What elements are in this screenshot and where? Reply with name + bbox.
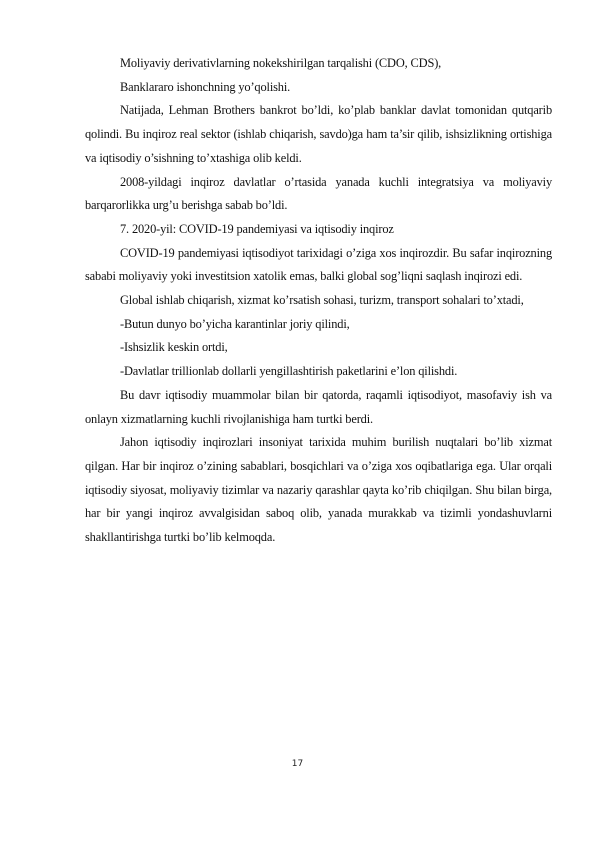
paragraph: COVID-19 pandemiyasi iqtisodiyot tarixidagi o’ziga xos inqirozdir. Bu safar inqirozning sababi moliyaviy yoki investitsion xatolik emas, balki global sog’liqni saqlash inqirozi edi. (85, 245, 552, 284)
paragraph: Bu davr iqtisodiy muammolar bilan bir qatorda, raqamli iqtisodiyot, masofaviy ish va onlayn xizmatlarning kuchli rivojlanishiga ham turtki berdi. (85, 387, 552, 426)
section-heading: 7. 2020-yil: COVID-19 pandemiyasi va iqtisodiy inqiroz (120, 221, 394, 236)
paragraph: Banklararo ishonchning yo’qolishi. (120, 79, 291, 94)
paragraph: Global ishlab chiqarish, xizmat ko’rsatish sohasi, turizm, transport sohalari to’xtadi, (120, 293, 524, 308)
list-item: -Davlatlar trillionlab dollarli yengillashtirish paketlarini e’lon qilishdi. (120, 364, 458, 379)
paragraph: Jahon iqtisodiy inqirozlari insoniyat tarixida muhim burilish nuqtalari bo’lib xizmat qilgan. Har bir inqiroz o’zining sabablari, bosqichlari va o’ziga xos oqibatlariga ega. Ular orqali iqtisodiy siyosat, moliyaviy tizimlar va nazariy qarashlar qayta ko’rib chiqilgan. Shu bilan birga, har bir yangi inqiroz avvalgisidan saboq olib, yanada murakkab va tizimli yondashuvlarni shakllantirishga turtki bo’lib kelmoqda. (85, 435, 552, 545)
paragraph: Moliyaviy derivativlarning nokekshirilgan tarqalishi (CDO, CDS), (120, 56, 442, 70)
paragraph: Natijada, Lehman Brothers bankrot bo’ldi, ko’plab banklar davlat tomonidan qutqarib qolindi. Bu inqiroz real sektor (ishlab chiqarish, savdo)ga ham ta’sir qilib, ishsizlikning ortishiga va iqtisodiy o’sishning to’xtashiga olib keldi. (85, 103, 552, 165)
paragraph: 2008-yildagi inqiroz davlatlar o’rtasida yanada kuchli integratsiya va moliyaviy barqarorlikka urg’u berishga sabab bo’ldi. (85, 174, 552, 213)
list-item: -Butun dunyo bo’yicha karantinlar joriy qilindi, (120, 316, 350, 331)
list-item: -Ishsizlik keskin ortdi, (120, 340, 228, 355)
body-text (85, 52, 552, 550)
page-number: 17 (291, 759, 304, 769)
